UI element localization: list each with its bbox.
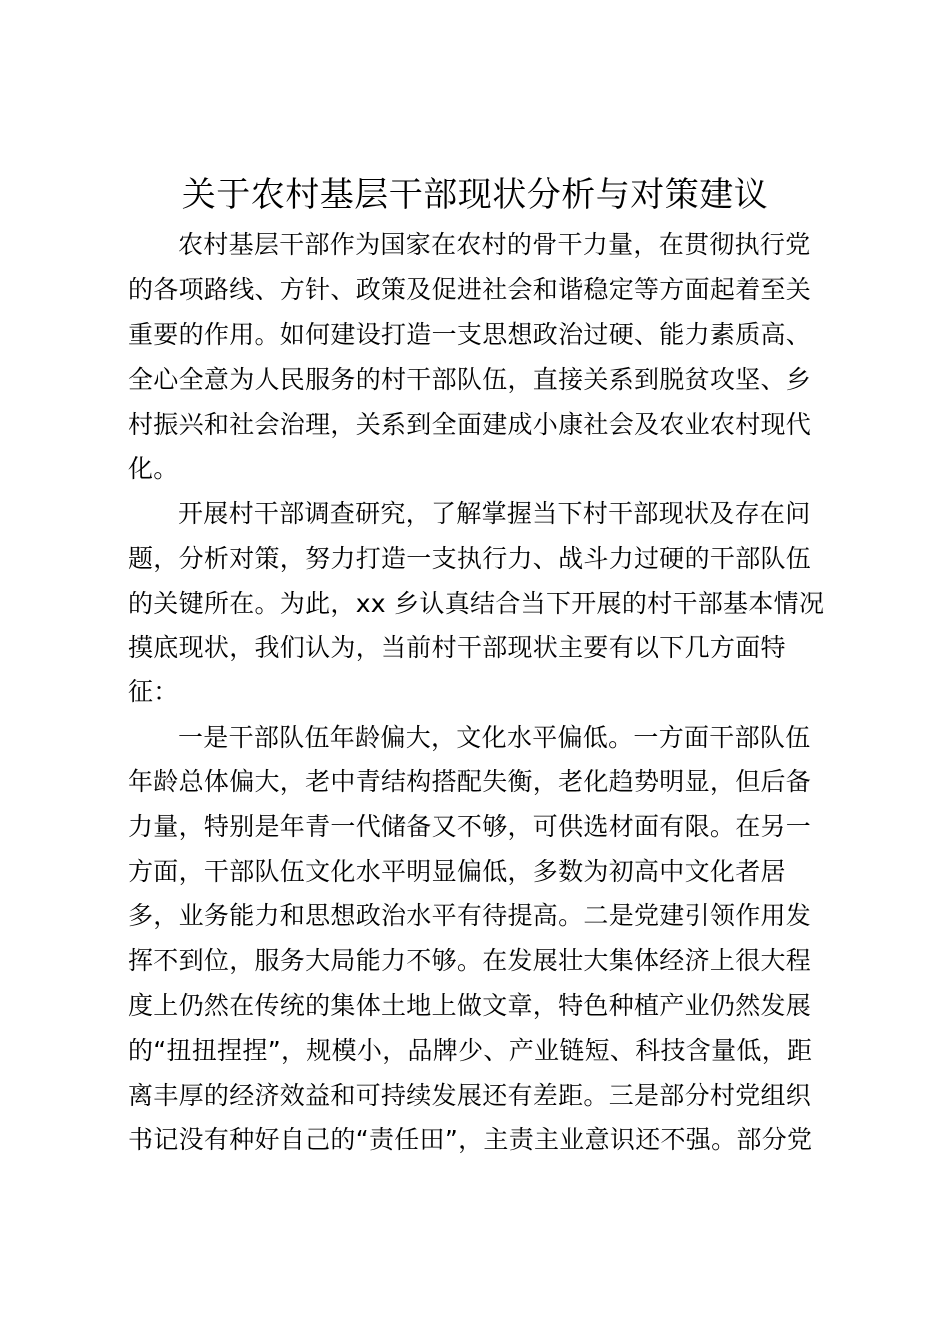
paragraph-1-line-5: 村振兴和社会治理，关系到全面建成小康社会及农业农村现代: [128, 410, 812, 439]
paragraph-3-line-5: 多，业务能力和思想政治水平有待提高。二是党建引领作用发: [128, 901, 812, 930]
paragraph-1-line-6: 化。: [128, 454, 179, 483]
paragraph-3-line-6: 挥不到位，服务大局能力不够。在发展壮大集体经济上很大程: [128, 946, 812, 975]
paragraph-2-line-3: 的关键所在。为此，xx 乡认真结合当下开展的村干部基本情况: [128, 589, 825, 618]
paragraph-3-line-9: 离丰厚的经济效益和可持续发展还有差距。三是部分村党组织: [128, 1081, 812, 1110]
paragraph-3-line-1: 一是干部队伍年龄偏大，文化水平偏低。一方面干部队伍: [178, 723, 811, 752]
paragraph-3-line-4: 方面，干部队伍文化水平明显偏低，多数为初高中文化者居: [128, 857, 786, 886]
paragraph-3-line-8: 的“扭扭捏捏”，规模小，品牌少、产业链短、科技含量低，距: [128, 1036, 813, 1065]
paragraph-1-line-2: 的各项路线、方针、政策及促进社会和谐稳定等方面起着至关: [128, 275, 812, 304]
paragraph-3-line-7: 度上仍然在传统的集体土地上做文章，特色种植产业仍然发展: [128, 991, 812, 1020]
paragraph-2-line-5: 征：: [128, 677, 179, 706]
paragraph-2-line-2: 题，分析对策，努力打造一支执行力、战斗力过硬的干部队伍: [128, 544, 812, 573]
document-title: 关于农村基层干部现状分析与对策建议: [181, 175, 769, 215]
paragraph-1-line-3: 重要的作用。如何建设打造一支思想政治过硬、能力素质高、: [128, 320, 812, 349]
paragraph-3-line-10: 书记没有种好自己的“责任田”，主责主业意识还不强。部分党: [128, 1125, 813, 1154]
paragraph-3-line-3: 力量，特别是年青一代储备又不够，可供选材面有限。在另一: [128, 812, 812, 841]
paragraph-2-line-1: 开展村干部调查研究，了解掌握当下村干部现状及存在问: [178, 499, 811, 528]
paragraph-1-line-1: 农村基层干部作为国家在农村的骨干力量，在贯彻执行党: [178, 230, 811, 259]
paragraph-2-line-4: 摸底现状，我们认为，当前村干部现状主要有以下几方面特: [128, 633, 786, 662]
paragraph-3-line-2: 年龄总体偏大，老中青结构搭配失衡，老化趋势明显，但后备: [128, 767, 812, 796]
paragraph-1-line-4: 全心全意为人民服务的村干部队伍，直接关系到脱贫攻坚、乡: [128, 365, 812, 394]
